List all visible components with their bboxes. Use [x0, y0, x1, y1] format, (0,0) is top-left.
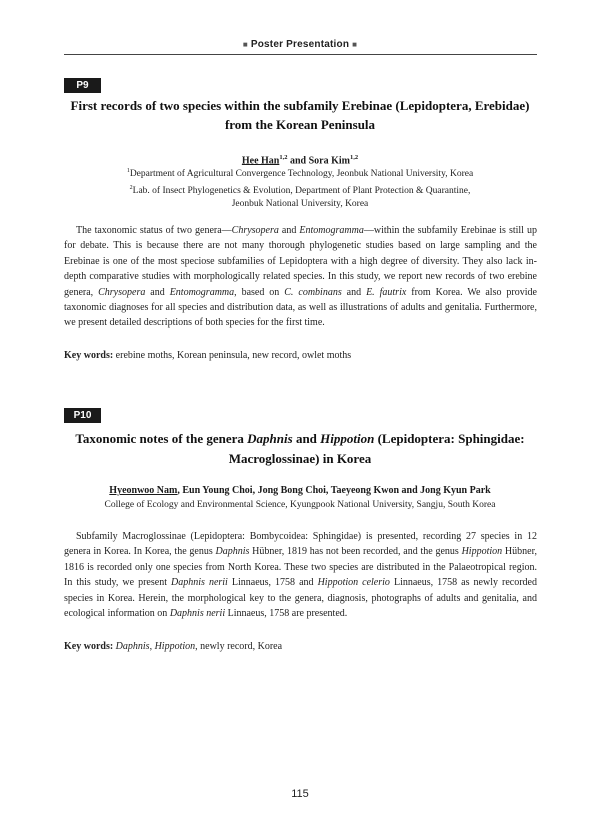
p10-abs-seg: Linnaeus, 1758 are presented. [225, 608, 348, 620]
p9-abs-seg: The taxonomic status of two genera— [76, 225, 232, 236]
p9-affiliation-2 [40, 182, 560, 199]
header-rule [64, 54, 537, 55]
p9-abs-species: C. combinans [284, 286, 342, 298]
p10-title [40, 429, 560, 469]
p10-abs-seg: Hübner, 1816 is recorded only one species from North Korea. These two species are distributed in the Palaeotropical region. In this study, we present [64, 546, 537, 589]
p9-keywords-text: erebine moths, Korean peninsula, new record, owlet moths [113, 350, 352, 361]
p9-title-line1: First records of two species within the subfamily Erebinae (Lepidoptera, Erebidae) [70, 98, 530, 113]
header-marker-left: ■ [242, 40, 248, 49]
p9-abs-genus: Entomogramma [299, 225, 364, 236]
p10-abs-species: Hippotion celerio [317, 577, 390, 589]
p10-title-genus: Daphnis [247, 431, 293, 446]
p10-abs-seg: Subfamily Macroglossinae (Lepidoptera: Bombycoidea: Sphingidae) is presented, recording 27 species in 12 genera in Korea. In Korea, the genus [64, 531, 537, 558]
p10-abs-seg: Linnaeus, 1758 and [227, 577, 318, 589]
p9-affiliation-2-cont: Jeonbuk National University, Korea [231, 199, 369, 210]
p10-abs-species: Daphnis nerii [171, 577, 228, 589]
p10-abs-seg: Linnaeus, 1758 as newly recorded species in Korea. Herein, the morphological key to the genera, diagnosis, photographs of adults and genitalia, and ecological information on [64, 577, 537, 620]
p9-author-join: and [287, 155, 309, 167]
p9-author-2: Sora Kim [308, 155, 350, 167]
p10-affiliation: College of Ecology and Environmental Science, Kyungpook National University, Sangju, South Korea [104, 500, 496, 510]
p9-author-1-sup: 1,2 [279, 154, 288, 161]
p9-aff2-sup: 2 [129, 184, 133, 191]
p9-abs-genus: Entomogramma [169, 286, 235, 298]
p9-author-2-sup: 1,2 [350, 154, 359, 161]
header-label: Poster Presentation [250, 39, 350, 50]
p10-kw-seg: , [149, 641, 155, 652]
p9-abs-seg: , based on [234, 286, 285, 298]
p10-title-seg: Taxonomic notes of the genera [75, 431, 248, 446]
p9-keywords [64, 349, 537, 363]
p9-abstract [64, 223, 537, 331]
p9-title [40, 96, 560, 134]
p9-affiliation-1 [40, 165, 560, 182]
p10-title-line1 [40, 429, 560, 449]
p9-aff1-sup: 1 [126, 168, 130, 174]
running-header [0, 39, 600, 50]
p9-affiliations [40, 165, 560, 212]
p9-abs-seg: and [278, 225, 300, 236]
p9-abs-species: E. fautrix [366, 286, 407, 298]
p9-keywords-label: Key words: [64, 350, 114, 361]
p9-abs-seg: —within the subfamily Erebinae is still up for debate. This is because there are not many thorough phylogenetic studies based on large sampling and the Erebinae is one of the most speciose subfamilies of Lepidoptera with a high degree of diversity. They also lack in-depth comparative studies with morphologically related species. In this study, we report new records of two erebine genera, [64, 225, 537, 298]
p10-author-others: , Eun Young Choi, Jong Bong Choi, Taeyeong Kwon and Jong Kyun Park [177, 485, 491, 496]
p10-kw-seg: , newly record, Korea [195, 641, 283, 652]
p9-abs-seg: and [145, 286, 170, 298]
p10-abs-genus: Daphnis [215, 546, 250, 558]
p9-badge: P9 [64, 78, 101, 93]
p10-title-line2: Macroglossinae) in Korea [228, 451, 372, 466]
p9-abs-genus: Chrysopera [98, 286, 146, 298]
page-number: 115 [291, 788, 309, 800]
p9-abs-genus: Chrysopera [231, 225, 279, 236]
p10-abs-genus: Hippotion [461, 546, 503, 558]
p10-abs-seg: Hübner, 1819 has not been recorded, and the genus [249, 546, 462, 558]
p10-keywords [64, 640, 537, 654]
p9-aff1-text: Department of Agricultural Convergence Technology, Jeonbuk National University, Korea [129, 169, 474, 180]
p10-abs-species: Daphnis nerii [169, 608, 226, 620]
p10-keywords-label: Key words: [64, 641, 114, 652]
p9-abs-seg: from Korea. We also provide taxonomic diagnoses for all species and distribution data, as well as illustrations of adults and genitalia. Furthermore, we present detailed descriptions of both species for the first time. [64, 286, 537, 329]
p9-title-line2: from the Korean Peninsula [224, 117, 376, 132]
p10-abstract [64, 529, 537, 621]
p10-badge: P10 [64, 408, 101, 423]
p10-author-presenting: Hyeonwoo Nam [109, 485, 178, 496]
p9-author-1: Hee Han [241, 155, 280, 167]
p10-title-genus: Hippotion [320, 431, 375, 446]
header-marker-right: ■ [352, 40, 358, 49]
p10-title-seg: (Lepidoptera: Sphingidae: [374, 431, 525, 446]
p9-aff2-line1: Lab. of Insect Phylogenetics & Evolution, Department of Plant Protection & Quarantine, [132, 185, 471, 196]
p10-kw-genus: Daphnis [115, 641, 150, 652]
p10-authors [40, 484, 560, 497]
p9-abs-seg: and [341, 286, 367, 298]
p10-kw-genus: Hippotion [154, 641, 196, 652]
p10-title-seg: and [292, 431, 321, 446]
